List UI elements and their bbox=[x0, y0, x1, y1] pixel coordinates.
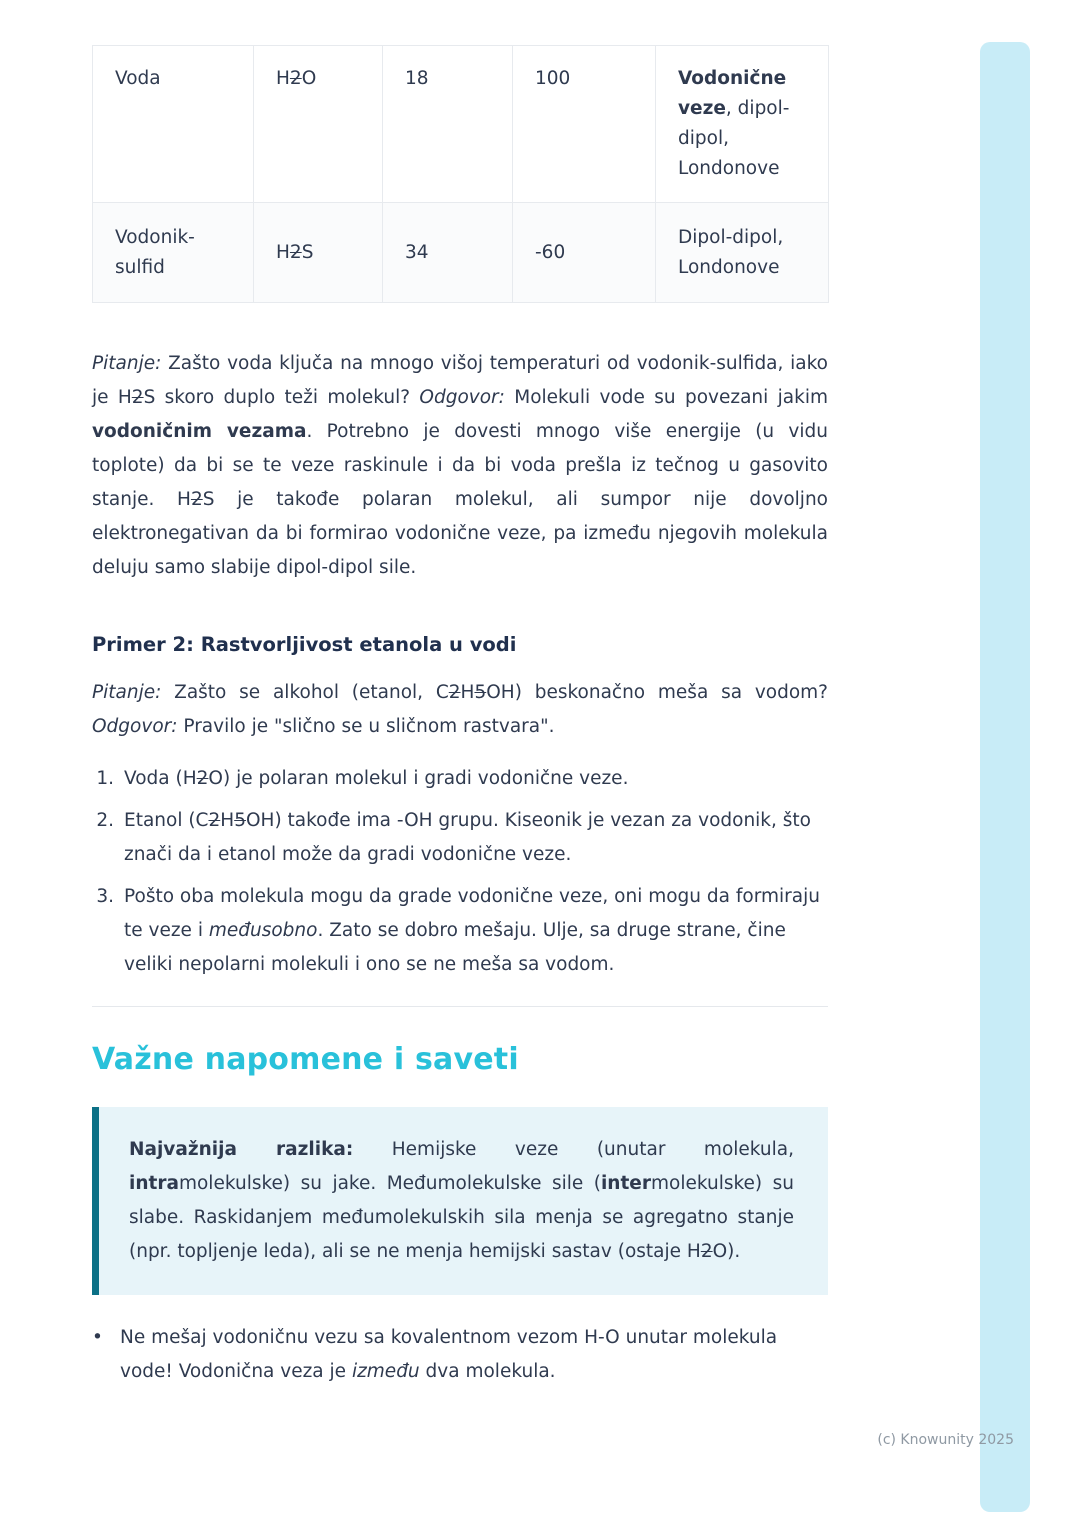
list-item-text bbox=[124, 880, 828, 982]
text-segment: 5 bbox=[474, 682, 487, 703]
heading-primer-2: Primer 2: Rastvorljivost etanola u vodi bbox=[92, 633, 517, 656]
text-segment: Molekuli vode su povezani jakim bbox=[504, 387, 828, 408]
text-segment: Ne mešaj vodoničnu vezu sa kovalentnom vezom H-O unutar molekula vode! Vodonična veza je bbox=[120, 1327, 778, 1382]
text-segment: 2 bbox=[289, 68, 302, 89]
text-segment: Pravilo je "slično se u sličnom rastvara". bbox=[177, 716, 555, 737]
text-segment: 2 bbox=[700, 1241, 713, 1262]
text-segment: Zašto se alkohol (etanol, C bbox=[161, 682, 449, 703]
paragraph-ethanol-qa bbox=[92, 676, 828, 744]
text-segment: H bbox=[460, 682, 475, 703]
list-item-text bbox=[120, 1321, 828, 1389]
list-item bbox=[92, 762, 828, 796]
cell-molar-mass: 34 bbox=[383, 203, 513, 303]
list-item bbox=[92, 1321, 828, 1389]
text-segment: Hemijske veze (unutar molekula, bbox=[353, 1139, 795, 1160]
text-segment: 2 bbox=[196, 768, 209, 789]
text-segment: molekulske) su jake. Međumolekulske sile ( bbox=[178, 1173, 601, 1194]
text-segment: Etanol (C bbox=[124, 810, 209, 831]
text-segment: Pitanje: bbox=[92, 682, 162, 703]
text-segment: Odgovor: bbox=[419, 387, 505, 408]
text-segment: S bbox=[301, 241, 314, 263]
text-segment: inter bbox=[600, 1173, 651, 1194]
page-content bbox=[92, 45, 828, 1397]
text-segment: 2 bbox=[131, 387, 144, 408]
list-number: 3. bbox=[96, 886, 114, 907]
list-number: 1. bbox=[96, 768, 114, 789]
list-number: 2. bbox=[96, 810, 114, 831]
cell-substance-name: Vodonik-sulfid bbox=[93, 203, 254, 303]
text-segment: O bbox=[301, 68, 317, 89]
copyright-footer: (c) Knowunity 2025 bbox=[877, 1432, 1014, 1448]
heading-important-notes: Važne napomene i saveti bbox=[92, 1042, 519, 1077]
list-item-text bbox=[124, 804, 828, 872]
text-segment: Dipol-dipol, Londonove bbox=[678, 226, 784, 278]
text-segment: O) je polaran molekul i gradi vodonične veze. bbox=[208, 768, 629, 789]
text-segment: , dipol-dipol, Londonove bbox=[678, 98, 790, 179]
table-row-hydrogen-sulfide bbox=[93, 203, 829, 303]
numbered-list bbox=[92, 762, 828, 982]
bullet-marker: • bbox=[92, 1327, 103, 1348]
text-segment: . Zato se dobro mešaju. Ulje, sa druge strane, čine veliki nepolarni molekuli i ono se ne meša sa vodom. bbox=[124, 920, 786, 975]
cell-intermolecular-forces bbox=[656, 46, 829, 203]
text-segment: OH) takođe ima -OH grupu. Kiseonik je vezan za vodonik, što znači da i etanol može da gradi vodonične veze. bbox=[124, 810, 811, 865]
text-segment: molekulske) su slabe. Raskidanjem međumolekulskih sila menja se agregatno stanje (npr. topljenje leda), ali se ne menja hemijski sastav (ostaje H bbox=[129, 1173, 794, 1262]
text-segment: međusobno bbox=[208, 920, 318, 941]
cell-boiling-point: 100 bbox=[513, 46, 656, 203]
table-row-water bbox=[93, 46, 829, 203]
text-segment: Vodonične veze bbox=[678, 68, 787, 119]
cell-formula bbox=[254, 203, 383, 303]
text-segment: 5 bbox=[234, 810, 246, 831]
text-segment: Najvažnija razlika: bbox=[129, 1139, 354, 1160]
substances-table bbox=[92, 45, 829, 303]
text-segment: S skoro duplo teži molekul? bbox=[143, 387, 420, 408]
callout-box bbox=[92, 1107, 828, 1295]
text-segment: Pošto oba molekula mogu da grade vodonične veze, oni mogu da formiraju te veze i bbox=[124, 886, 820, 941]
text-segment: između bbox=[351, 1361, 420, 1382]
cell-intermolecular-forces bbox=[656, 203, 829, 303]
list-item bbox=[92, 880, 828, 982]
text-segment: 2 bbox=[190, 489, 203, 510]
callout-text bbox=[129, 1133, 794, 1269]
text-segment: Odgovor: bbox=[92, 716, 178, 737]
text-segment: OH) beskonačno meša sa vodom? bbox=[486, 682, 828, 703]
paragraph-water-boiling-qa bbox=[92, 347, 828, 585]
text-segment: 2 bbox=[208, 810, 221, 831]
bullet-list bbox=[92, 1321, 828, 1389]
decorative-side-strip bbox=[980, 42, 1030, 1512]
text-segment: vodoničnim vezama bbox=[92, 421, 307, 442]
text-segment: H bbox=[220, 810, 235, 831]
text-segment: Zašto voda ključa na mnogo višoj temperaturi od vodonik-sulfida, iako je H bbox=[92, 353, 828, 408]
list-item-text bbox=[124, 762, 828, 796]
cell-molar-mass: 18 bbox=[383, 46, 513, 203]
section-divider bbox=[92, 1006, 828, 1007]
text-segment: intra bbox=[129, 1173, 179, 1194]
text-segment: Pitanje: bbox=[92, 353, 162, 374]
text-segment: Voda (H bbox=[124, 768, 197, 789]
text-segment: 2 bbox=[289, 241, 302, 263]
text-segment: H bbox=[276, 241, 290, 263]
cell-formula bbox=[254, 46, 383, 203]
text-segment: dva molekula. bbox=[419, 1361, 556, 1382]
text-segment: . Potrebno je dovesti mnogo više energije (u vidu toplote) da bi se te veze raskinule i da bi voda prešla iz tečnog u gasovito stanje. H bbox=[92, 421, 828, 510]
text-segment: 2 bbox=[448, 682, 461, 703]
text-segment: H bbox=[276, 68, 290, 89]
text-segment: S je takođe polaran molekul, ali sumpor nije dovoljno elektronegativan da bi formirao vodonične veze, pa između njegovih molekula deluju samo slabije dipol-dipol sile. bbox=[92, 489, 828, 578]
list-item bbox=[92, 804, 828, 872]
cell-substance-name: Voda bbox=[93, 46, 254, 203]
cell-boiling-point: -60 bbox=[513, 203, 656, 303]
text-segment: O). bbox=[712, 1241, 741, 1262]
